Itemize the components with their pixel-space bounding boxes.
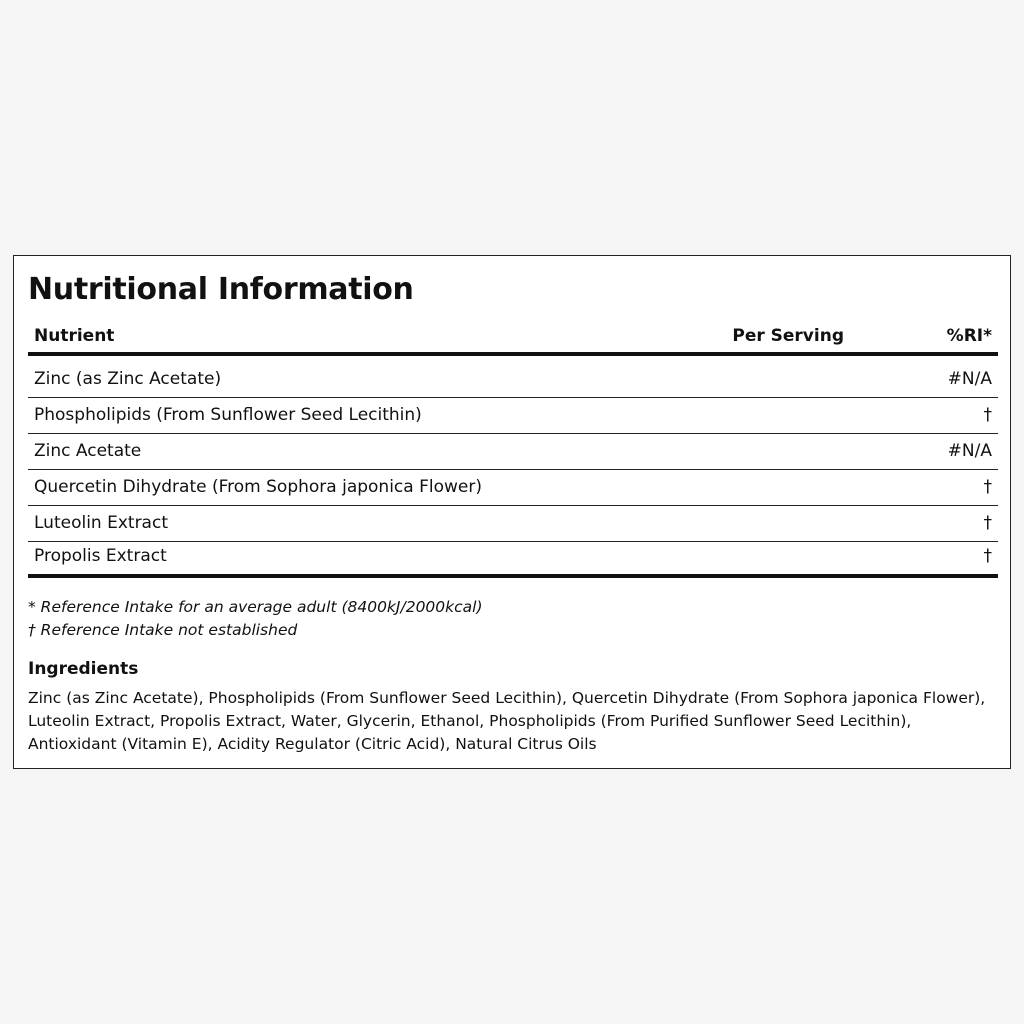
page-title: Nutritional Information xyxy=(28,272,414,307)
table-header xyxy=(28,318,998,356)
nutrition-table xyxy=(28,318,998,578)
table-row xyxy=(28,506,998,542)
ri-value: #N/A xyxy=(947,369,992,389)
table-row xyxy=(28,470,998,506)
table-row xyxy=(28,356,998,398)
column-header-per-serving: Per Serving xyxy=(732,326,844,346)
nutrient-name: Phospholipids (From Sunflower Seed Lecithin) xyxy=(34,405,422,425)
column-header-nutrient: Nutrient xyxy=(34,326,115,346)
ri-value: † xyxy=(983,513,992,533)
ingredients-heading: Ingredients xyxy=(28,659,139,679)
table-row xyxy=(28,434,998,470)
ri-value: † xyxy=(983,405,992,425)
ingredients-list: Zinc (as Zinc Acetate), Phospholipids (From Sunflower Seed Lecithin), Quercetin Dihydrate (From Sophora japonica Flower), Luteolin Extract, Propolis Extract, Water, Glycerin, Ethanol, Phospholipids (From Purified Sunflower Seed Lecithin), Antioxidant (Vitamin E), Acidity Regulator (Citric Acid), Natural Citrus Oils xyxy=(28,689,986,753)
table-row xyxy=(28,398,998,434)
nutrient-name: Zinc (as Zinc Acetate) xyxy=(34,369,222,389)
footnote-reference-intake: * Reference Intake for an average adult (8400kJ/2000kcal) xyxy=(28,598,483,616)
ri-value: † xyxy=(983,546,992,566)
column-header-ri: %RI* xyxy=(946,326,992,346)
footnote-not-established: † Reference Intake not established xyxy=(28,621,298,639)
footnotes xyxy=(28,596,483,642)
nutrient-name: Zinc Acetate xyxy=(34,441,142,461)
nutrient-name: Propolis Extract xyxy=(34,546,167,566)
nutrition-panel xyxy=(13,255,1011,769)
nutrient-name: Luteolin Extract xyxy=(34,513,168,533)
table-row xyxy=(28,542,998,578)
ri-value: † xyxy=(983,477,992,497)
nutrient-name: Quercetin Dihydrate (From Sophora japonica Flower) xyxy=(34,477,482,497)
ri-value: #N/A xyxy=(947,441,992,461)
